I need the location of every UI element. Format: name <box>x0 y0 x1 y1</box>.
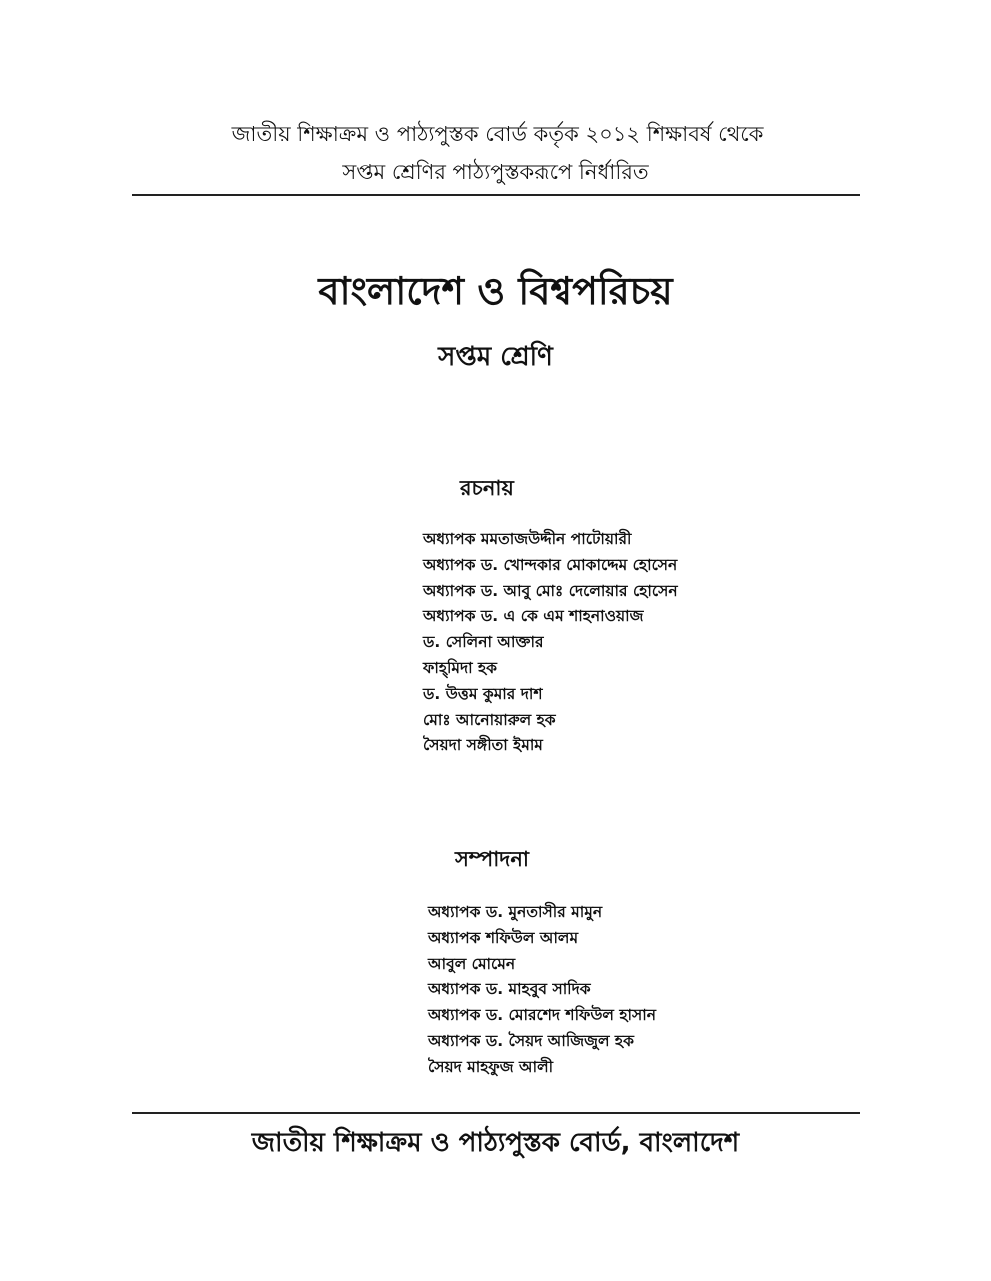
author-name: অধ্যাপক ড. এ কে এম শাহনাওয়াজ <box>423 607 644 626</box>
authors-heading: রচনায় <box>460 476 514 500</box>
editor-name: অধ্যাপক ড. মাহবুব সাদিক <box>428 980 591 999</box>
book-title: বাংলাদেশ ও বিশ্বপরিচয় <box>318 269 673 313</box>
top-divider <box>132 194 860 196</box>
editor-name: অধ্যাপক ড. মোরশেদ শফিউল হাসান <box>428 1006 656 1025</box>
editor-name: সৈয়দ মাহফুজ আলী <box>428 1057 554 1076</box>
approval-statement-line-1: জাতীয় শিক্ষাক্রম ও পাঠ্যপুস্তক বোর্ড কর্তৃক ২০১২ শিক্ষাবর্ষ থেকে <box>231 122 764 146</box>
class-name: সপ্তম শ্রেণি <box>438 342 553 372</box>
author-name: মোঃ আনোয়ারুল হক <box>423 710 556 729</box>
bottom-divider <box>132 1112 860 1114</box>
author-name: ফাহ্‌মিদা হক <box>423 658 498 677</box>
editor-name: অধ্যাপক শফিউল আলম <box>428 928 579 947</box>
authors-list <box>423 527 678 759</box>
approval-statement-line-2: সপ্তম শ্রেণির পাঠ্যপুস্তকরূপে নির্ধারিত <box>342 160 649 184</box>
author-name: অধ্যাপক মমতাজউদ্দীন পাটোয়ারী <box>423 530 632 548</box>
author-name: অধ্যাপক ড. খোন্দকার মোকাদ্দেম হোসেন <box>423 555 678 574</box>
editors-list <box>428 900 656 1081</box>
editors-heading: সম্পাদনা <box>455 847 529 871</box>
editor-name: অধ্যাপক ড. সৈয়দ আজিজুল হক <box>428 1031 634 1050</box>
author-name: সৈয়দা সঙ্গীতা ইমাম <box>423 736 543 755</box>
author-name: অধ্যাপক ড. আবু মোঃ দেলোয়ার হোসেন <box>423 581 678 600</box>
author-name: ড. উত্তম কুমার দাশ <box>423 684 543 703</box>
editor-name: আবুল মোমেন <box>428 954 516 973</box>
author-name: ড. সেলিনা আক্তার <box>423 633 544 652</box>
publisher-name: জাতীয় শিক্ষাক্রম ও পাঠ্যপুস্তক বোর্ড, বাংলাদেশ <box>251 1128 740 1158</box>
editor-name: অধ্যাপক ড. মুনতাসীর মামুন <box>428 903 603 921</box>
